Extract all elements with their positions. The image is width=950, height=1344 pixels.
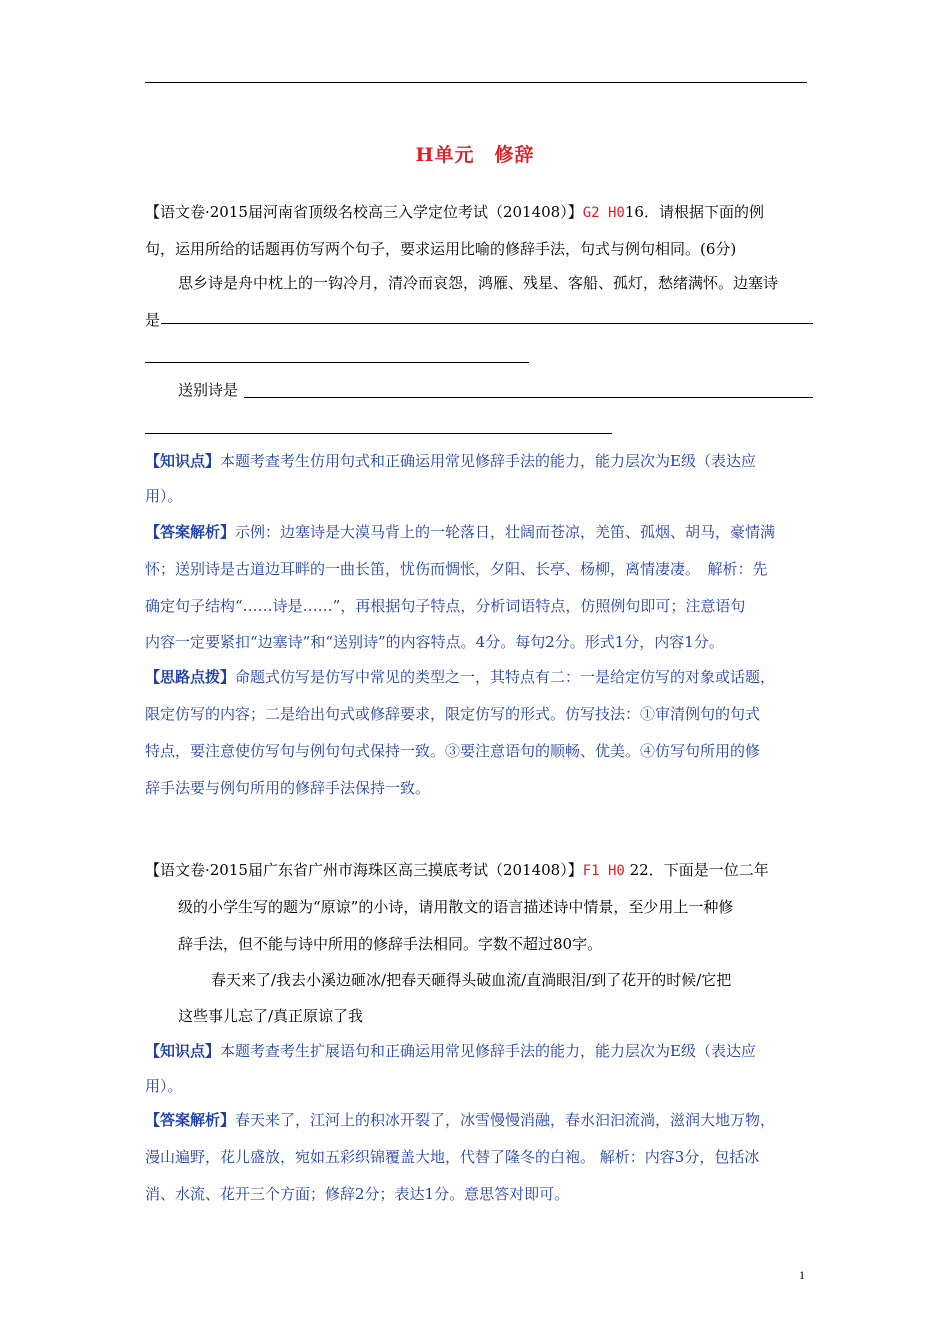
q1-header	[145, 202, 764, 223]
q1-code: G2 H0	[582, 205, 625, 221]
knowledge-text: 本题考查考生仿用句式和正确运用常见修辞手法的能力，能力层次为E级（表达应	[220, 452, 756, 470]
q1-answer	[145, 522, 775, 542]
answer-text-cont: 怀；送别诗是古道边耳畔的一曲长笛，忧伤而惆怅，夕阳、长亭、杨柳，离情凄凄。 解析：先	[145, 560, 768, 578]
q2-prompt-cont: 级的小学生写的题为“原谅”的小诗，请用散文的语言描述诗中情景，至少用上一种修	[178, 898, 734, 916]
page-number: 1	[799, 1268, 805, 1282]
q1-prompt-start: 16．请根据下面的例	[624, 203, 764, 221]
answer-blank-line[interactable]	[244, 397, 813, 398]
q2-source: 【语文卷·2015届广东省广州市海珠区高三摸底考试（201408）】	[145, 861, 583, 879]
header-rule	[145, 82, 807, 83]
tip-text: 命题式仿写是仿写中常见的类型之一，其特点有二：一是给定仿写的对象或话题，	[235, 668, 776, 686]
tip-text-cont: 限定仿写的内容；二是给出句式或修辞要求，限定仿写的形式。仿写技法：①审清例句的句式	[145, 705, 761, 723]
q1-tip	[145, 667, 775, 687]
answer-label: 【答案解析】	[145, 1111, 236, 1129]
tip-label: 【思路点拨】	[145, 668, 236, 686]
q2-answer	[145, 1110, 775, 1130]
q1-source: 【语文卷·2015届河南省顶级名校高三入学定位考试（201408）】	[145, 203, 583, 221]
page-title: H单元 修辞	[415, 144, 535, 166]
answer-text-cont: 消、水流、花开三个方面；修辞2分；表达1分。意思答对即可。	[145, 1185, 570, 1203]
answer-text-cont: 确定句子结构“……诗是……”，再根据句子特点，分析词语特点，仿照例句即可；注意语句	[145, 597, 746, 615]
q1-knowledge	[145, 451, 756, 471]
knowledge-text-cont: 用）。	[145, 487, 183, 505]
knowledge-label: 【知识点】	[145, 452, 221, 470]
answer-text: 春天来了，江河上的积冰开裂了，冰雪慢慢消融，春水汩汩流淌，滋润大地万物，	[235, 1111, 776, 1129]
knowledge-label: 【知识点】	[145, 1042, 221, 1060]
knowledge-text-cont: 用）。	[145, 1077, 183, 1095]
answer-text-cont: 漫山遍野，花儿盛放，宛如五彩织锦覆盖大地，代替了隆冬的白袍。 解析：内容3分，包括冰	[145, 1148, 760, 1166]
q1-fill-prefix-1: 是	[145, 311, 161, 329]
answer-label: 【答案解析】	[145, 523, 236, 541]
q1-example: 思乡诗是舟中枕上的一钩冷月，清冷而哀怨，鸿雁、残星、客船、孤灯，愁绪满怀。边塞诗	[178, 274, 779, 292]
q2-knowledge	[145, 1041, 756, 1061]
answer-blank-line[interactable]	[145, 362, 529, 363]
q2-prompt-start: 22．下面是一位二年	[624, 861, 769, 879]
answer-blank-line[interactable]	[161, 323, 813, 324]
q2-code: F1 H0	[582, 863, 625, 879]
knowledge-text: 本题考查考生扩展语句和正确运用常见修辞手法的能力，能力层次为E级（表达应	[220, 1042, 756, 1060]
answer-blank-line[interactable]	[145, 433, 612, 434]
answer-text: 示例：边塞诗是大漠马背上的一轮落日，壮阔而苍凉，羌笛、孤烟、胡马，豪情满	[235, 523, 776, 541]
q2-header	[145, 860, 769, 881]
q1-prompt-cont: 句，运用所给的话题再仿写两个句子，要求运用比喻的修辞手法，句式与例句相同。(6分)	[145, 240, 737, 258]
tip-text-cont: 特点，要注意使仿写句与例句句式保持一致。③要注意语句的顺畅、优美。④仿写句所用的修	[145, 742, 761, 760]
tip-text-cont: 辞手法要与例句所用的修辞手法保持一致。	[145, 779, 431, 797]
answer-text-cont: 内容一定要紧扣“边塞诗”和“送别诗”的内容特点。4分。每句2分。形式1分，内容1分。	[145, 633, 724, 651]
q2-prompt-cont: 辞手法，但不能与诗中所用的修辞手法相同。字数不超过80字。	[178, 935, 603, 953]
q2-poem: 春天来了/我去小溪边砸冰/把春天砸得头破血流/直淌眼泪/到了花开的时候/它把	[211, 971, 732, 989]
q1-fill-prefix-2: 送别诗是	[178, 381, 239, 399]
q2-poem-cont: 这些事儿忘了/真正原谅了我	[178, 1007, 364, 1025]
